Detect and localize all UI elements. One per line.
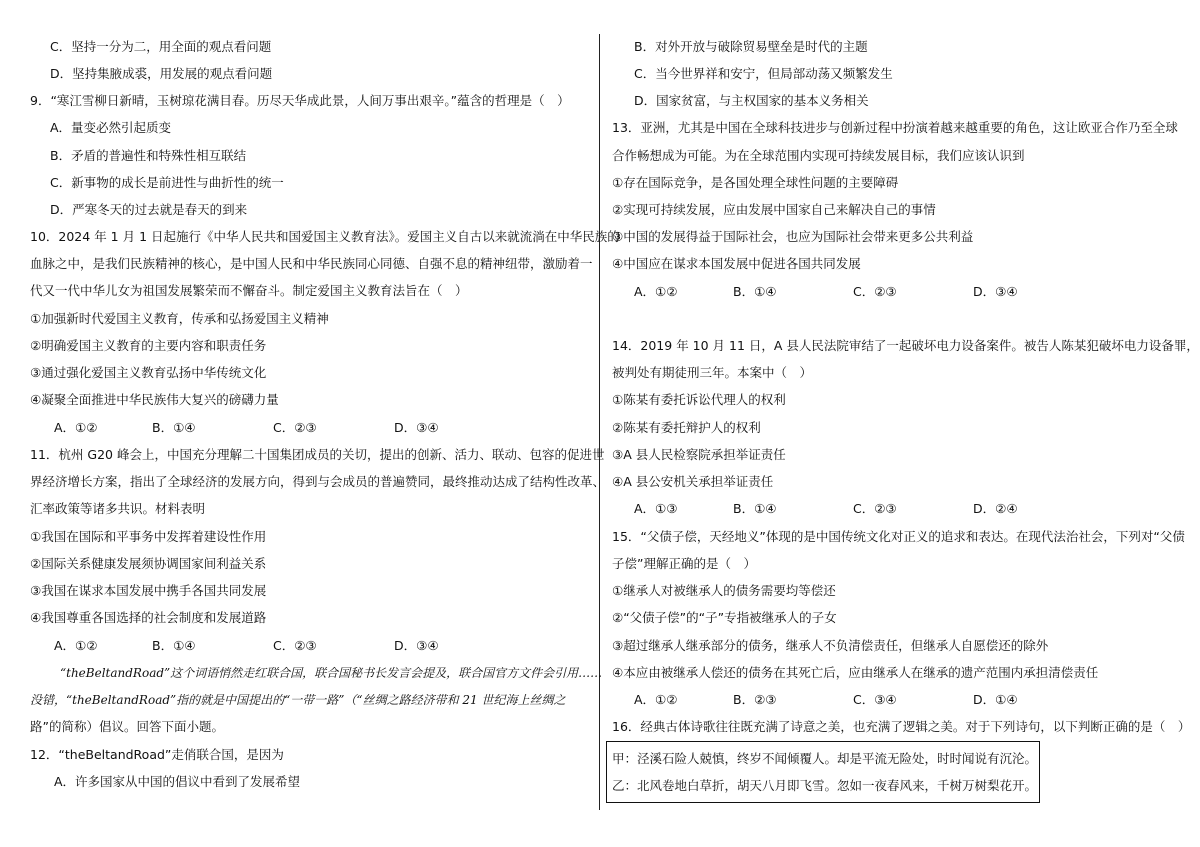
q9-option-a[interactable]: A．量变必然引起质变 [50, 120, 172, 135]
q13-stem-line2: 合作畅想成为可能。为在全球范围内实现可持续发展目标，我们应该认识到 [612, 148, 1025, 163]
q9-option-c[interactable]: C．新事物的成长是前进性与曲折性的统一 [50, 175, 284, 190]
q14-item-3: ③A 县人民检察院承担举证责任 [612, 447, 786, 462]
q9-stem: 9．“寒江雪柳日新晴，玉树琼花满目春。历尽天华成此景，人间万事出艰辛。”蕴含的哲理是（ ） [30, 93, 570, 108]
q15-choice-b[interactable]: B．②③ [733, 692, 777, 707]
q14-item-1: ①陈某有委托诉讼代理人的权利 [612, 392, 786, 407]
q16-stem: 16．经典古体诗歌往往既充满了诗意之美，也充满了逻辑之美。对于下列诗句，以下判断正确的是（ ） [612, 719, 1191, 734]
q10-item-2: ②明确爱国主义教育的主要内容和职责任务 [30, 338, 267, 353]
q10-item-4: ④凝聚全面推进中华民族伟大复兴的磅礴力量 [30, 392, 279, 407]
q13-item-4: ④中国应在谋求本国发展中促进各国共同发展 [612, 256, 861, 271]
q10-stem-line1: 10．2024 年 1 月 1 日起施行《中华人民共和国爱国主义教育法》。爱国主义自古以来就流淌在中华民族的 [30, 229, 620, 244]
q10-choice-c[interactable]: C．②③ [273, 420, 317, 435]
q14-choice-a[interactable]: A．①③ [634, 501, 678, 516]
q12-stem: 12．“theBeltandRoad”走俏联合国，是因为 [30, 747, 284, 762]
q9-option-b[interactable]: B．矛盾的普遍性和特殊性相互联结 [50, 148, 247, 163]
q13-stem-line1: 13．亚洲，尤其是中国在全球科技进步与创新过程中扮演着越来越重要的角色，这让欧亚合作乃至全球 [612, 120, 1178, 135]
q12-option-c[interactable]: C．当今世界祥和安宁，但局部动荡又频繁发生 [634, 66, 893, 81]
q14-stem-line2: 被判处有期徒刑三年。本案中（ ） [612, 365, 813, 380]
q8-option-d[interactable]: D．坚持集腋成裘，用发展的观点看问题 [50, 66, 273, 81]
q14-item-2: ②陈某有委托辩护人的权利 [612, 420, 761, 435]
q15-stem-line2: 子偿”理解正确的是（ ） [612, 556, 756, 571]
q13-item-1: ①存在国际竞争，是各国处理全球性问题的主要障碍 [612, 175, 899, 190]
passage-line2: 没错，“theBeltandRoad”指的就是中国提出的“一带一路”（“丝绸之路经济带和 21 世纪海上丝绸之 [30, 693, 566, 707]
q13-item-2: ②实现可持续发展，应由发展中国家自己来解决自己的事情 [612, 202, 936, 217]
q11-choice-c[interactable]: C．②③ [273, 638, 317, 653]
q13-item-3: ③中国的发展得益于国际社会，也应为国际社会带来更多公共利益 [612, 229, 974, 244]
q13-choice-c[interactable]: C．②③ [853, 284, 897, 299]
q15-choice-d[interactable]: D．①④ [973, 692, 1018, 707]
q11-item-4: ④我国尊重各国选择的社会制度和发展道路 [30, 610, 267, 625]
q11-item-3: ③我国在谋求本国发展中携手各国共同发展 [30, 583, 267, 598]
q14-choice-b[interactable]: B．①④ [733, 501, 777, 516]
passage-line1: “theBeltandRoad”这个词语悄然走红联合国，联合国秘书长发言会提及，联合国官方文件会引用…… [60, 666, 603, 680]
poem-yi: 乙：北风卷地白草折，胡天八月即飞雪。忽如一夜春风来，千树万树梨花开。 [612, 778, 1038, 793]
q10-choice-b[interactable]: B．①④ [152, 420, 196, 435]
q14-item-4: ④A 县公安机关承担举证责任 [612, 474, 774, 489]
q15-stem-line1: 15．“父债子偿，天经地义”体现的是中国传统文化对正义的追求和表达。在现代法治社会，下列对“父债 [612, 529, 1185, 544]
q15-item-4: ④本应由被继承人偿还的债务在其死亡后，应由继承人在继承的遗产范围内承担清偿责任 [612, 665, 1099, 680]
q11-item-2: ②国际关系健康发展须协调国家间利益关系 [30, 556, 267, 571]
q9-option-d[interactable]: D．严寒冬天的过去就是春天的到来 [50, 202, 248, 217]
q11-item-1: ①我国在国际和平事务中发挥着建设性作用 [30, 529, 267, 544]
q15-choice-a[interactable]: A．①② [634, 692, 678, 707]
q10-item-3: ③通过强化爱国主义教育弘扬中华传统文化 [30, 365, 267, 380]
poem-jia: 甲：泾溪石险人兢慎，终岁不闻倾覆人。却是平流无险处，时时闻说有沉沦。 [612, 751, 1038, 766]
q11-stem-line3: 汇率政策等诸多共识。材料表明 [30, 501, 206, 516]
q13-choice-a[interactable]: A．①② [634, 284, 678, 299]
q11-stem-line1: 11．杭州 G20 峰会上，中国充分理解二十国集团成员的关切，提出的创新、活力、联动、包容的促进世 [30, 447, 605, 462]
q10-stem-line2: 血脉之中，是我们民族精神的核心，是中国人民和中华民族同心同德、自强不息的精神纽带，激励着一 [30, 256, 593, 271]
q11-choice-a[interactable]: A．①② [54, 638, 98, 653]
q13-choice-d[interactable]: D．③④ [973, 284, 1018, 299]
q12-option-a[interactable]: A．许多国家从中国的倡议中看到了发展希望 [54, 774, 301, 789]
q11-choice-b[interactable]: B．①④ [152, 638, 196, 653]
q10-stem-line3: 代又一代中华儿女为祖国发展繁荣而不懈奋斗。制定爱国主义教育法旨在（ ） [30, 283, 468, 298]
q15-choice-c[interactable]: C．③④ [853, 692, 897, 707]
q10-choice-a[interactable]: A．①② [54, 420, 98, 435]
q12-option-b[interactable]: B．对外开放与破除贸易壁垒是时代的主题 [634, 39, 868, 54]
q13-choice-b[interactable]: B．①④ [733, 284, 777, 299]
q14-stem-line1: 14．2019 年 10 月 11 日，A 县人民法院审结了一起破坏电力设备案件。被告人陈某犯破坏电力设备罪， [612, 338, 1199, 353]
q10-choice-d[interactable]: D．③④ [394, 420, 439, 435]
q14-choice-d[interactable]: D．②④ [973, 501, 1018, 516]
q15-item-3: ③超过继承人继承部分的债务，继承人不负清偿责任，但继承人自愿偿还的除外 [612, 638, 1049, 653]
q15-item-1: ①继承人对被继承人的债务需要均等偿还 [612, 583, 836, 598]
column-divider [599, 34, 600, 810]
passage-line3: 路”的简称）倡议。回答下面小题。 [30, 719, 224, 734]
q11-stem-line2: 界经济增长方案，指出了全球经济的发展方向，得到与会成员的普遍赞同，最终推动达成了结构性改革、 [30, 474, 606, 489]
q15-item-2: ②“父债子偿”的“子”专指被继承人的子女 [612, 610, 837, 625]
q14-choice-c[interactable]: C．②③ [853, 501, 897, 516]
q11-choice-d[interactable]: D．③④ [394, 638, 439, 653]
q8-option-c[interactable]: C．坚持一分为二，用全面的观点看问题 [50, 39, 272, 54]
q12-option-d[interactable]: D．国家贫富，与主权国家的基本义务相关 [634, 93, 869, 108]
q10-item-1: ①加强新时代爱国主义教育，传承和弘扬爱国主义精神 [30, 311, 329, 326]
